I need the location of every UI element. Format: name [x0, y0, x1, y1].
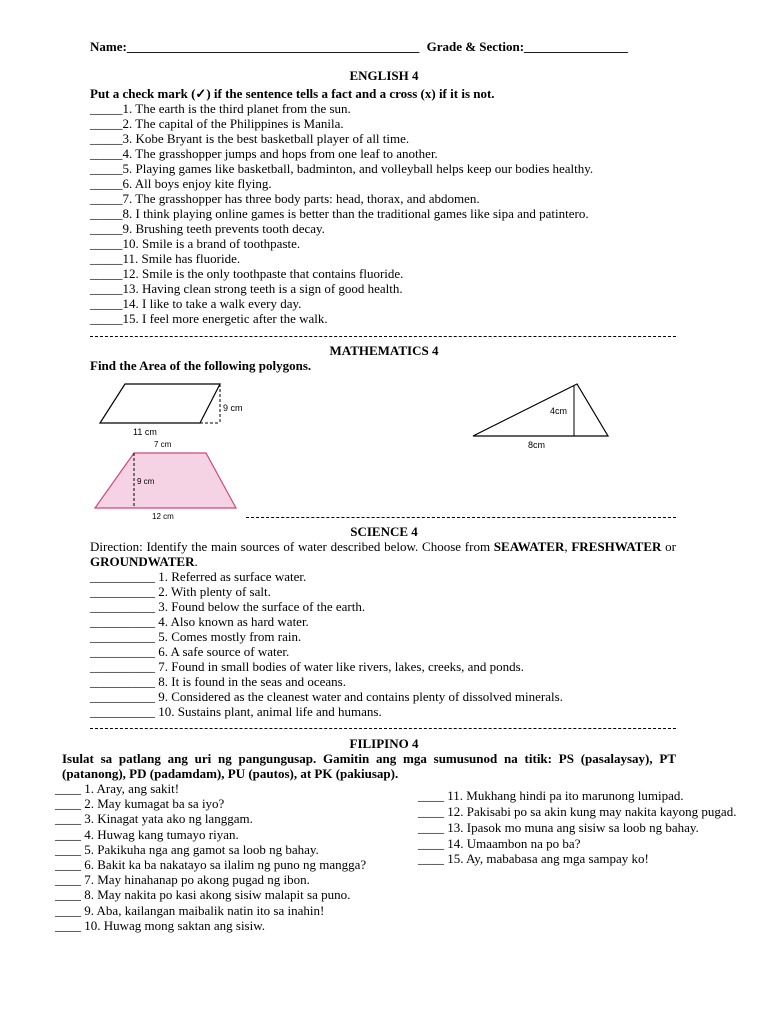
list-item: ____ 8. May nakita po kasi akong sisiw malapit sa puno. [55, 887, 351, 903]
filipino-title: FILIPINO 4 [349, 736, 419, 751]
list-item: _____11. Smile has fluoride. [90, 251, 241, 266]
triangle-height-label: 4cm [550, 406, 568, 416]
math-title: MATHEMATICS 4 [329, 343, 439, 358]
list-item: __________ 3. Found below the surface of the earth. [90, 599, 366, 614]
list-item: _____7. The grasshopper has three body parts: head, thorax, and abdomen. [90, 191, 480, 206]
list-item: _____1. The earth is the third planet from the sun. [90, 101, 351, 116]
list-item: __________ 10. Sustains plant, animal life and humans. [90, 704, 382, 719]
list-item: _____13. Having clean strong teeth is a sign of good health. [90, 281, 403, 296]
parallelogram-height-label: 9 cm [223, 403, 243, 413]
list-item: _____8. I think playing online games is better than the traditional games like sipa and patintero. [90, 206, 589, 221]
list-item: ____ 7. May hinahanap po akong pugad ng ibon. [55, 872, 310, 888]
list-item: __________ 4. Also known as hard water. [90, 614, 309, 629]
trapezoid-figure [92, 438, 242, 522]
filipino-left-items [55, 781, 420, 933]
science-direction-text: Direction: Identify the main sources of water described below. Choose from [90, 539, 494, 554]
list-item: __________ 1. Referred as surface water. [90, 569, 307, 584]
choice-freshwater: FRESHWATER [571, 539, 662, 554]
choice-seawater: SEAWATER [493, 539, 565, 554]
list-item: ____ 1. Aray, ang sakit! [55, 781, 180, 796]
list-item: __________ 8. It is found in the seas and oceans. [90, 674, 346, 689]
parallelogram-shape [100, 384, 220, 423]
triangle-base-label: 8cm [528, 440, 546, 450]
list-item: _____6. All boys enjoy kite flying. [90, 176, 272, 191]
list-item: ____ 4. Huwag kang tumayo riyan. [55, 826, 239, 842]
section-divider [90, 728, 676, 729]
trapezoid-height-label: 9 cm [137, 477, 155, 486]
trapezoid-base-label: 12 cm [152, 512, 174, 521]
choice-groundwater: GROUNDWATER [90, 554, 195, 569]
parallelogram-figure [90, 378, 270, 438]
list-item: ____ 13. Ipasok mo muna ang sisiw sa loob ng bahay. [418, 820, 699, 836]
trapezoid-top-label: 7 cm [154, 440, 172, 449]
science-items [90, 569, 563, 719]
list-item: ____ 3. Kinagat yata ako ng langgam. [55, 811, 253, 827]
list-item: _____12. Smile is the only toothpaste that contains fluoride. [90, 266, 404, 281]
section-divider [90, 336, 676, 337]
list-item: __________ 9. Considered as the cleanest water and contains plenty of dissolved minerals. [90, 689, 563, 704]
science-direction [90, 539, 676, 569]
name-field-label[interactable]: Name:_____________________________________________ [90, 39, 420, 54]
list-item: _____15. I feel more energetic after the walk. [90, 311, 328, 326]
grade-section-field-label[interactable]: Grade & Section:________________ [426, 39, 629, 54]
list-item: _____2. The capital of the Philippines is Manila. [90, 116, 344, 131]
worksheet-header [90, 39, 680, 55]
science-title: SCIENCE 4 [350, 524, 418, 539]
list-item: _____3. Kobe Bryant is the best basketball player of all time. [90, 131, 410, 146]
list-item: __________ 6. A safe source of water. [90, 644, 290, 659]
list-item: __________ 7. Found in small bodies of water like rivers, lakes, creeks, and ponds. [90, 659, 524, 674]
math-instruction: Find the Area of the following polygons. [90, 358, 312, 373]
list-item: _____9. Brushing teeth prevents tooth decay. [90, 221, 325, 236]
filipino-right-items [418, 788, 738, 866]
list-item: __________ 5. Comes mostly from rain. [90, 629, 302, 644]
filipino-instruction: Isulat sa patlang ang uri ng pangungusap. Gamitin ang mga sumusunod na titik: PS (pasalaysay), PT (patanong), PD (padamdam), PU (pautos), at PK (pakiusap). [62, 751, 676, 781]
english-title: ENGLISH 4 [349, 68, 419, 83]
list-item: ____ 6. Bakit ka ba nakatayo sa ilalim ng puno ng mangga? [55, 857, 367, 873]
list-item: ____ 9. Aba, kailangan maibalik natin ito sa inahin! [55, 902, 325, 918]
list-item: ____ 11. Mukhang hindi pa ito marunong lumipad. [418, 788, 684, 803]
list-item: ____ 2. May kumagat ba sa iyo? [55, 796, 225, 812]
list-item: _____5. Playing games like basketball, badminton, and volleyball helps keep our bodies healthy. [90, 161, 594, 176]
list-item: ____ 10. Huwag mong saktan ang sisiw. [55, 917, 266, 933]
list-item: ____ 15. Ay, mababasa ang mga sampay ko! [418, 850, 649, 866]
science-or-text: or [661, 539, 676, 554]
section-divider [246, 517, 676, 518]
punctuation: . [194, 554, 198, 569]
list-item: ____ 5. Pakikuha nga ang gamot sa loob ng bahay. [55, 841, 319, 857]
list-item: _____4. The grasshopper jumps and hops from one leaf to another. [90, 146, 438, 161]
punctuation: , [564, 539, 568, 554]
triangle-shape [473, 384, 608, 436]
list-item: ____ 14. Umaambon na po ba? [418, 835, 581, 851]
list-item: _____14. I like to take a walk every day. [90, 296, 302, 311]
triangle-figure [470, 380, 620, 452]
list-item: _____10. Smile is a brand of toothpaste. [90, 236, 301, 251]
english-instruction: Put a check mark (✓) if the sentence tells a fact and a cross (x) if it is not. [90, 86, 495, 101]
english-items [90, 101, 593, 326]
trapezoid-shape [95, 453, 236, 508]
list-item: ____ 12. Pakisabi po sa akin kung may nakita kayong pugad. [418, 804, 737, 820]
list-item: __________ 2. With plenty of salt. [90, 584, 271, 599]
parallelogram-base-label: 11 cm [133, 427, 157, 437]
